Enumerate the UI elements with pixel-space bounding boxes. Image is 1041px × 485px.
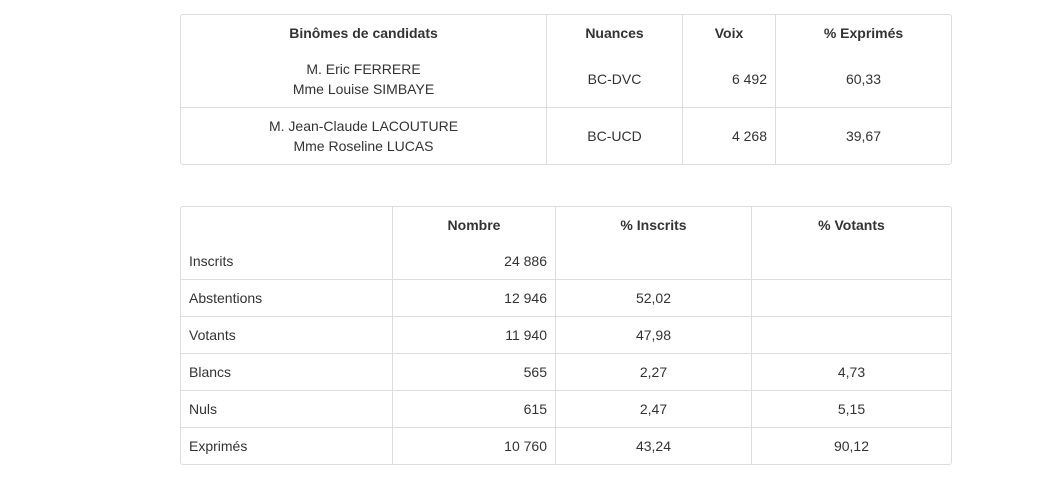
row-label: Blancs [181,354,393,391]
candidate-name: M. Jean-Claude LACOUTURE [268,118,459,134]
pct-inscrits-cell: 47,98 [556,317,752,354]
pct-votants-cell: 4,73 [752,354,951,391]
row-label: Nuls [181,391,393,428]
table-row [181,51,951,108]
pct-inscrits-cell: 2,47 [556,391,752,428]
nombre-cell: 10 760 [393,428,556,464]
pct-votants-cell: 5,15 [752,391,951,428]
header-nombre: Nombre [393,207,556,243]
candidates-cell [181,108,547,164]
nuance-cell: BC-DVC [547,51,683,108]
nombre-cell: 12 946 [393,280,556,317]
nombre-cell: 11 940 [393,317,556,354]
nombre-cell: 565 [393,354,556,391]
header-pct-exprimes: % Exprimés [823,25,904,41]
candidates-cell [181,51,547,108]
table-row [181,317,951,354]
table-header-row [181,207,951,243]
nombre-cell: 615 [393,391,556,428]
table-row [181,108,951,164]
table-header-row [181,15,951,51]
candidate-name: M. Eric FERRERE [306,61,421,77]
table-row [181,280,951,317]
candidate-name: Mme Roseline LUCAS [293,138,434,154]
participation-stats-table [180,206,952,465]
header-binomes: Binômes de candidats [181,15,547,51]
table-row [181,428,951,464]
pct-inscrits-cell: 2,27 [556,354,752,391]
pct-exprimes-cell: 60,33 [776,51,951,108]
row-label: Votants [181,317,393,354]
table-row [181,354,951,391]
header-pct-inscrits: % Inscrits [556,207,752,243]
pct-inscrits-cell: 52,02 [556,280,752,317]
candidates-results-table [180,14,952,165]
candidate-name: Mme Louise SIMBAYE [292,81,435,97]
nuance-cell: BC-UCD [547,108,683,164]
header-voix: Voix [683,15,776,51]
nombre-cell: 24 886 [393,243,556,280]
pct-inscrits-cell [556,243,752,280]
header-nuances: Nuances [547,15,683,51]
pct-exprimes-cell: 39,67 [845,128,882,144]
row-label: Abstentions [181,280,393,317]
table-row [181,243,951,280]
pct-votants-cell [752,243,951,280]
pct-inscrits-cell: 43,24 [556,428,752,464]
header-pct-votants: % Votants [818,217,885,233]
row-label: Exprimés [181,428,393,464]
pct-votants-cell [752,317,951,354]
voix-cell: 4 268 [683,108,776,164]
table-row [181,391,951,428]
voix-cell: 6 492 [683,51,776,108]
row-label: Inscrits [181,243,393,280]
header-empty [181,207,393,243]
pct-votants-cell: 90,12 [833,438,870,454]
pct-votants-cell [752,280,951,317]
